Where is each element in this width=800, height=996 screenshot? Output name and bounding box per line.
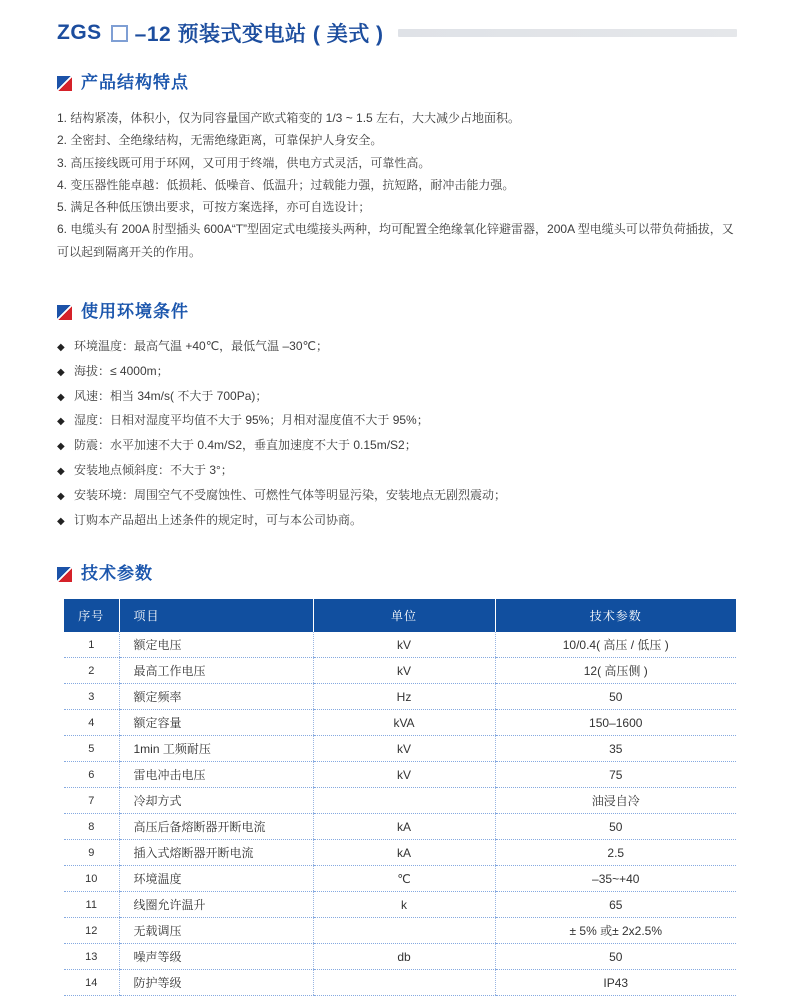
table-row <box>64 918 736 944</box>
environment-item <box>57 509 737 534</box>
cell-index: 8 <box>64 814 119 840</box>
cell-item: 防护等级 <box>119 970 313 996</box>
section-marker-icon <box>57 305 72 320</box>
cell-index: 14 <box>64 970 119 996</box>
cell-index: 13 <box>64 944 119 970</box>
cell-value: 油浸自冷 <box>495 788 736 814</box>
environment-item-text: 环境温度：最高气温 +40℃，最低气温 –30℃； <box>74 339 328 354</box>
environment-list <box>57 335 737 533</box>
cell-index: 12 <box>64 918 119 944</box>
section-marker-icon <box>57 76 72 91</box>
cell-unit <box>313 918 495 944</box>
table-row <box>64 684 736 710</box>
section-heading-row <box>57 300 737 324</box>
table-row <box>64 840 736 866</box>
environment-item <box>57 484 737 509</box>
cell-item: 额定频率 <box>119 684 313 710</box>
diamond-bullet-icon: ◆ <box>57 441 65 453</box>
table-row <box>64 970 736 996</box>
table-row <box>64 814 736 840</box>
cell-unit: kVA <box>313 710 495 736</box>
col-header-unit: 单位 <box>313 599 495 632</box>
col-header-item: 项目 <box>119 599 313 632</box>
cell-unit <box>313 970 495 996</box>
parameters-table-head <box>64 599 736 632</box>
feature-item: 6. 电缆头有 200A 肘型插头 600A“T”型固定式电缆接头两种，均可配置全绝缘氧化锌避雷器，200A 型电缆头可以带负荷插拔，又可以起到隔离开关的作用。 <box>57 222 734 259</box>
environment-item-text: 湿度：日相对湿度平均值不大于 95%；月相对湿度值不大于 95%； <box>74 413 429 428</box>
diamond-bullet-icon: ◆ <box>57 366 65 378</box>
table-row <box>64 866 736 892</box>
diamond-bullet-icon: ◆ <box>57 416 65 428</box>
cell-index: 11 <box>64 892 119 918</box>
environment-item-text: 风速：相当 34m/s( 不大于 700Pa)； <box>74 388 268 403</box>
cell-unit: kV <box>313 762 495 788</box>
model-placeholder-square-icon <box>111 25 128 42</box>
section-heading-features: 产品结构特点 <box>81 73 189 92</box>
cell-item: 噪声等级 <box>119 944 313 970</box>
cell-index: 5 <box>64 736 119 762</box>
environment-item-text: 安装地点倾斜度：不大于 3°； <box>74 463 233 478</box>
cell-index: 4 <box>64 710 119 736</box>
cell-value: 50 <box>495 944 736 970</box>
cell-unit: kV <box>313 658 495 684</box>
cell-item: 线圈允许温升 <box>119 892 313 918</box>
feature-list <box>57 107 737 263</box>
diamond-bullet-icon: ◆ <box>57 342 65 354</box>
cell-index: 1 <box>64 632 119 658</box>
cell-value: 10/0.4( 高压 / 低压 ) <box>495 632 736 658</box>
feature-item: 3. 高压接线既可用于环网，又可用于终端，供电方式灵活，可靠性高。 <box>57 155 431 170</box>
diamond-bullet-icon: ◆ <box>57 466 65 478</box>
cell-unit: ℃ <box>313 866 495 892</box>
section-heading-row <box>57 71 737 95</box>
section-features <box>57 71 737 263</box>
table-row <box>64 658 736 684</box>
cell-item: 冷却方式 <box>119 788 313 814</box>
cell-value: 12( 高压侧 ) <box>495 658 736 684</box>
cell-index: 3 <box>64 684 119 710</box>
cell-item: 额定电压 <box>119 632 313 658</box>
table-row <box>64 762 736 788</box>
table-row <box>64 736 736 762</box>
section-heading-parameters: 技术参数 <box>81 564 153 584</box>
cell-unit: db <box>313 944 495 970</box>
cell-item: 环境温度 <box>119 866 313 892</box>
environment-item <box>57 335 737 360</box>
diamond-bullet-icon: ◆ <box>57 391 65 403</box>
table-row <box>64 788 736 814</box>
cell-unit: kV <box>313 736 495 762</box>
title-decor-bar <box>398 29 737 37</box>
cell-value: ± 5% 或± 2x2.5% <box>495 918 736 944</box>
cell-value: 75 <box>495 762 736 788</box>
feature-item: 2. 全密封、全绝缘结构，无需绝缘距离，可靠保护人身安全。 <box>57 133 383 148</box>
col-header-value: 技术参数 <box>495 599 736 632</box>
cell-index: 6 <box>64 762 119 788</box>
cell-item: 1min 工频耐压 <box>119 736 313 762</box>
environment-item <box>57 385 737 410</box>
page-title <box>57 18 384 48</box>
cell-index: 2 <box>64 658 119 684</box>
page-header <box>57 18 737 48</box>
table-header-row <box>64 599 736 632</box>
environment-item-text: 海拔：≤ 4000m； <box>74 363 169 378</box>
title-text-pre: ZGS <box>57 21 102 44</box>
cell-value: –35~+40 <box>495 866 736 892</box>
cell-value: 50 <box>495 814 736 840</box>
section-environment <box>57 300 737 533</box>
cell-item: 无载调压 <box>119 918 313 944</box>
cell-unit: kA <box>313 814 495 840</box>
feature-item: 4. 变压器性能卓越：低损耗、低噪音、低温升；过载能力强，抗短路，耐冲击能力强。 <box>57 177 515 192</box>
cell-item: 雷电冲击电压 <box>119 762 313 788</box>
cell-item: 最高工作电压 <box>119 658 313 684</box>
title-text-post: –12 预装式变电站 ( 美式 ) <box>134 23 384 46</box>
cell-item: 额定容量 <box>119 710 313 736</box>
section-marker-icon <box>57 567 72 582</box>
cell-value: 65 <box>495 892 736 918</box>
parameters-table-body <box>64 632 736 996</box>
environment-item <box>57 360 737 385</box>
cell-unit: kV <box>313 632 495 658</box>
col-header-index: 序号 <box>64 599 119 632</box>
cell-index: 7 <box>64 788 119 814</box>
environment-item-text: 防震：水平加速不大于 0.4m/S2，垂直加速度不大于 0.15m/S2； <box>74 438 417 453</box>
cell-index: 9 <box>64 840 119 866</box>
table-row <box>64 710 736 736</box>
environment-item <box>57 459 737 484</box>
section-parameters <box>57 562 737 996</box>
cell-item: 高压后备熔断器开断电流 <box>119 814 313 840</box>
cell-value: 35 <box>495 736 736 762</box>
diamond-bullet-icon: ◆ <box>57 490 65 502</box>
table-row <box>64 632 736 658</box>
cell-value: 50 <box>495 684 736 710</box>
table-row <box>64 944 736 970</box>
environment-item <box>57 409 737 434</box>
table-row <box>64 892 736 918</box>
environment-item <box>57 434 737 459</box>
cell-unit: k <box>313 892 495 918</box>
cell-value: 150–1600 <box>495 710 736 736</box>
cell-item: 插入式熔断器开断电流 <box>119 840 313 866</box>
feature-item: 5. 满足各种低压馈出要求，可按方案选择，亦可自选设计； <box>57 200 371 215</box>
parameters-table <box>64 599 736 996</box>
feature-item: 1. 结构紧凑，体积小，仅为同容量国产欧式箱变的 1/3 ~ 1.5 左右，大大减少占地面积。 <box>57 111 521 125</box>
section-heading-environment: 使用环境条件 <box>81 302 189 322</box>
cell-unit <box>313 788 495 814</box>
cell-index: 10 <box>64 866 119 892</box>
cell-value: IP43 <box>495 970 736 996</box>
environment-item-text: 安装环境：周围空气不受腐蚀性、可燃性气体等明显污染，安装地点无剧烈震动； <box>74 487 507 502</box>
cell-unit: kA <box>313 840 495 866</box>
section-heading-row <box>57 562 737 586</box>
diamond-bullet-icon: ◆ <box>57 515 65 527</box>
cell-unit: Hz <box>313 684 495 710</box>
environment-item-text: 订购本产品超出上述条件的规定时，可与本公司协商。 <box>74 512 363 527</box>
cell-value: 2.5 <box>495 840 736 866</box>
